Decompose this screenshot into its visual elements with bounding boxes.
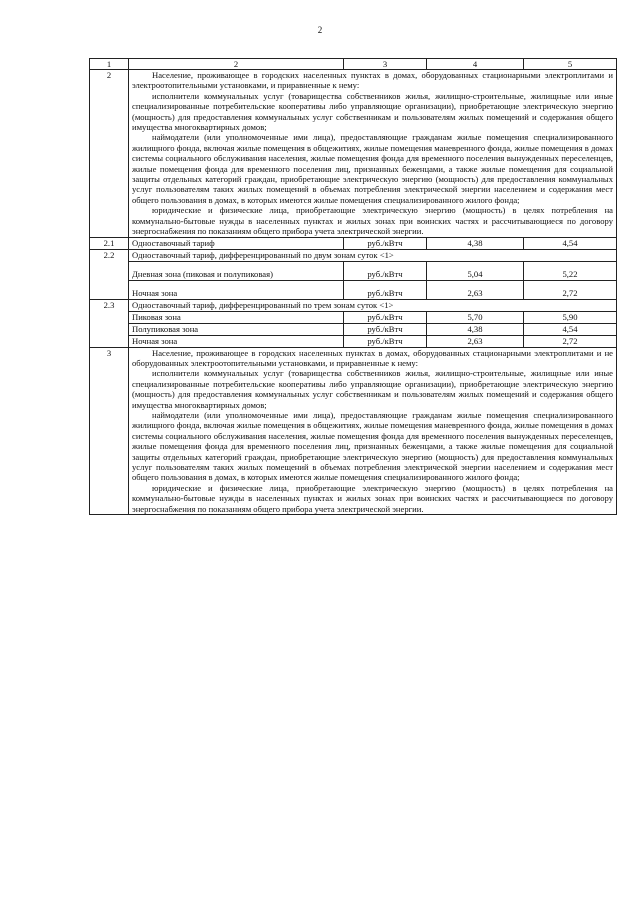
- value-cell: 2,72: [524, 335, 617, 347]
- value-cell: 4,54: [524, 323, 617, 335]
- row-number: 2.3: [90, 299, 129, 347]
- header-cell: 3: [344, 59, 427, 70]
- paragraph: Население, проживающее в городских населенных пунктах в домах, оборудованных стационарными электроплитами и электроотопительными установками, и приравненные к нему:: [132, 70, 613, 91]
- section-2-description: [129, 70, 617, 238]
- page-number: 2: [317, 25, 323, 35]
- tariff-row: [90, 237, 617, 249]
- paragraph: исполнители коммунальных услуг (товарищества собственников жилья, жилищно-строительные, жилищные или иные специализированные потребительские кооперативы либо управляющие организации), приобретающие электрическую энергию (мощность) для предоставления коммунальных услуг собственникам и пользователям жилых помещений и содержания общего имущества многоквартирных домов;: [132, 368, 613, 410]
- header-cell: 1: [90, 59, 129, 70]
- unit-cell: руб./кВтч: [344, 261, 427, 280]
- value-cell: 2,63: [427, 280, 524, 299]
- value-cell: 4,38: [427, 237, 524, 249]
- section-3-description: [129, 347, 617, 515]
- paragraph: юридические и физические лица, приобретающие электрическую энергию (мощность) в целях потребления на коммунально-бытовые нужды в населенных пунктах и жилых зонах при воинских частях и рассчитывающиеся по договору энергоснабжения по показаниям общего прибора учета электрической энергии.: [132, 482, 613, 514]
- section-3-row: [90, 347, 617, 515]
- subsection-title-row: [90, 299, 617, 311]
- tariff-label: Ночная зона: [129, 335, 344, 347]
- section-2-row: [90, 70, 617, 238]
- value-cell: 4,38: [427, 323, 524, 335]
- tariff-label: Дневная зона (пиковая и полупиковая): [129, 261, 344, 280]
- header-cell: 5: [524, 59, 617, 70]
- tariff-label: Полупиковая зона: [129, 323, 344, 335]
- header-cell: 2: [129, 59, 344, 70]
- tariff-label: Одноставочный тариф: [129, 237, 344, 249]
- value-cell: 5,04: [427, 261, 524, 280]
- row-number: 2.1: [90, 237, 129, 249]
- value-cell: 2,63: [427, 335, 524, 347]
- header-row: [90, 59, 617, 70]
- value-cell: 5,22: [524, 261, 617, 280]
- value-cell: 5,90: [524, 311, 617, 323]
- subsection-title-row: [90, 249, 617, 261]
- tariff-row: [90, 323, 617, 335]
- row-number: 2: [90, 70, 129, 238]
- row-number: 2.2: [90, 249, 129, 299]
- tariff-row: [90, 261, 617, 280]
- paragraph: Население, проживающее в городских населенных пунктах в домах, оборудованных стационарными электроплитами и не оборудованных электроотопительными установками, и приравненные к нему:: [132, 347, 613, 368]
- subsection-title: Одноставочный тариф, дифференцированный по двум зонам суток <1>: [129, 249, 617, 261]
- unit-cell: руб./кВтч: [344, 237, 427, 249]
- unit-cell: руб./кВтч: [344, 335, 427, 347]
- paragraph: наймодатели (или уполномоченные ими лица), предоставляющие гражданам жилые помещения специализированного жилищного фонда, включая жилые помещения в общежитиях, жилые помещения маневренного фонда, жилые помещения в домах системы социального обслуживания населения, жилые помещения фонда для временного поселения вынужденных переселенцев, жилые помещения фонда для временного поселения лиц, признанных беженцами, а также жилые помещения для социальной защиты отдельных категорий граждан, приобретающие электрическую энергию (мощность) для предоставления коммунальных услуг пользователям таких жилых помещений в объемах потребления электрической энергии населением и содержания мест общего пользования в домах, в которых имеются жилые помещения специализированного жилого фонда;: [132, 409, 613, 483]
- value-cell: 5,70: [427, 311, 524, 323]
- tariff-row: [90, 280, 617, 299]
- tariff-label: Пиковая зона: [129, 311, 344, 323]
- unit-cell: руб./кВтч: [344, 311, 427, 323]
- paragraph: наймодатели (или уполномоченные ими лица), предоставляющие гражданам жилые помещения специализированного жилищного фонда, включая жилые помещения в общежитиях, жилые помещения маневренного фонда, жилые помещения в домах системы социального обслуживания населения, жилые помещения фонда для временного поселения вынужденных переселенцев, жилые помещения фонда для временного поселения лиц, признанных беженцами, а также жилые помещения для социальной защиты отдельных категорий граждан, приобретающие электрическую энергию (мощность) для предоставления коммунальных услуг пользователям таких жилых помещений в объемах потребления электрической энергии населением и содержания мест общего пользования в домах, в которых имеются жилые помещения специализированного жилого фонда;: [132, 132, 613, 205]
- tariff-table: [89, 58, 617, 515]
- tariff-row: [90, 311, 617, 323]
- value-cell: 4,54: [524, 237, 617, 249]
- unit-cell: руб./кВтч: [344, 280, 427, 299]
- header-cell: 4: [427, 59, 524, 70]
- value-cell: 2,72: [524, 280, 617, 299]
- subsection-title: Одноставочный тариф, дифференцированный по трем зонам суток <1>: [129, 299, 617, 311]
- tariff-row: [90, 335, 617, 347]
- paragraph: исполнители коммунальных услуг (товарищества собственников жилья, жилищно-строительные, жилищные или иные специализированные потребительские кооперативы либо управляющие организации), приобретающие электрическую энергию (мощность) для предоставления коммунальных услуг собственникам и пользователям жилых помещений и содержания общего имущества многоквартирных домов;: [132, 90, 613, 133]
- unit-cell: руб./кВтч: [344, 323, 427, 335]
- tariff-label: Ночная зона: [129, 280, 344, 299]
- paragraph: юридические и физические лица, приобретающие электрическую энергию (мощность) в целях потребления на коммунально-бытовые нужды в населенных пунктах и жилых зонах при воинских частях и рассчитывающиеся по договору энергоснабжения по показаниям общего прибора учета электрической энергии.: [132, 205, 613, 237]
- row-number: 3: [90, 347, 129, 515]
